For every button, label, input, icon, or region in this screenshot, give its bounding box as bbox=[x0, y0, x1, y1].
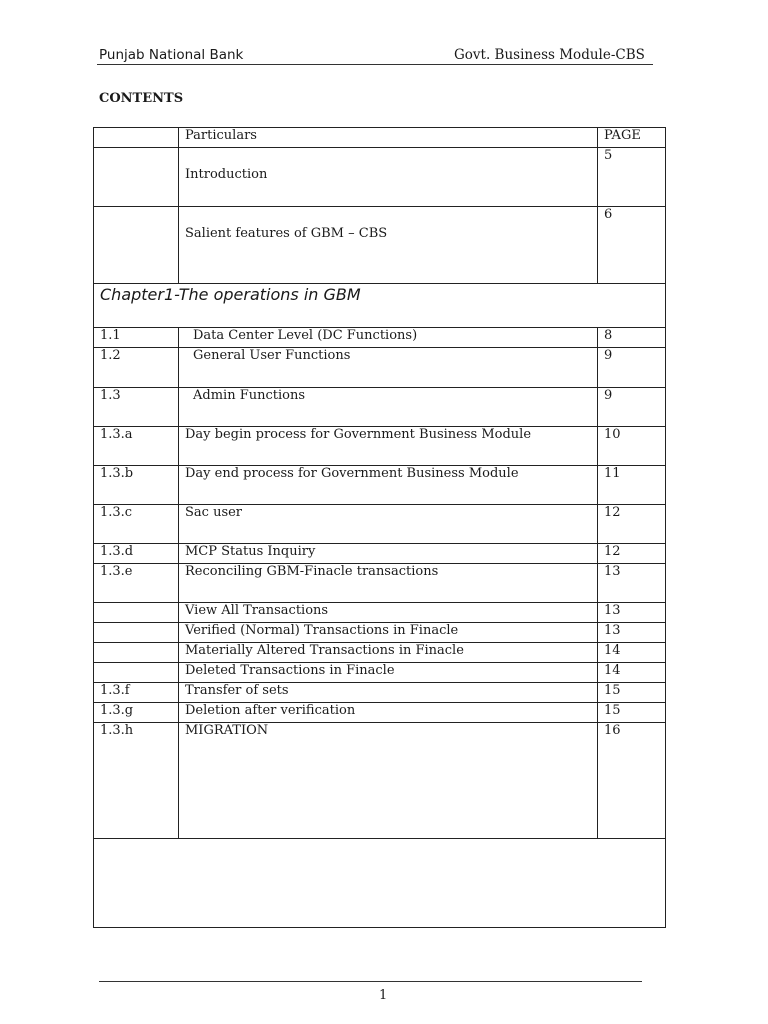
header-rule bbox=[97, 64, 653, 65]
page-number: 1 bbox=[379, 988, 388, 1003]
row-text: Day begin process for Government Business Module bbox=[179, 427, 598, 466]
row-number: 1.3.a bbox=[94, 427, 179, 466]
row-page: 8 bbox=[598, 328, 666, 348]
row-number bbox=[94, 603, 179, 623]
table-row bbox=[94, 328, 666, 348]
row-page: 10 bbox=[598, 427, 666, 466]
header-cell-number bbox=[94, 128, 179, 148]
table-empty-row bbox=[94, 839, 666, 928]
header-bank-name: Punjab National Bank bbox=[99, 47, 244, 63]
table-row bbox=[94, 723, 666, 839]
row-page: 12 bbox=[598, 505, 666, 544]
contents-table bbox=[93, 127, 666, 928]
table-row bbox=[94, 388, 666, 427]
row-text: Data Center Level (DC Functions) bbox=[179, 328, 598, 348]
row-number bbox=[94, 643, 179, 663]
row-text: Admin Functions bbox=[179, 388, 598, 427]
table-row bbox=[94, 207, 666, 284]
row-text: View All Transactions bbox=[179, 603, 598, 623]
row-number: 1.3.h bbox=[94, 723, 179, 839]
row-page: 13 bbox=[598, 623, 666, 643]
row-text: Verified (Normal) Transactions in Finacle bbox=[179, 623, 598, 643]
row-text: Day end process for Government Business Module bbox=[179, 466, 598, 505]
row-page: 9 bbox=[598, 388, 666, 427]
row-page: 11 bbox=[598, 466, 666, 505]
row-number: 1.3.e bbox=[94, 564, 179, 603]
row-number: 1.3.c bbox=[94, 505, 179, 544]
table-row bbox=[94, 505, 666, 544]
row-text: Transfer of sets bbox=[179, 683, 598, 703]
row-page: 15 bbox=[598, 683, 666, 703]
row-text bbox=[179, 148, 598, 207]
table-row bbox=[94, 544, 666, 564]
table-row bbox=[94, 683, 666, 703]
row-number: 1.3.g bbox=[94, 703, 179, 723]
row-page: 5 bbox=[598, 148, 666, 207]
row-page: 13 bbox=[598, 603, 666, 623]
header-cell-particulars: Particulars bbox=[179, 128, 598, 148]
row-page: 12 bbox=[598, 544, 666, 564]
row-text: MCP Status Inquiry bbox=[179, 544, 598, 564]
row-number: 1.3.f bbox=[94, 683, 179, 703]
header-module-name: Govt. Business Module-CBS bbox=[454, 47, 645, 63]
row-number: 1.3.b bbox=[94, 466, 179, 505]
footer-rule bbox=[99, 981, 642, 982]
row-page: 14 bbox=[598, 663, 666, 683]
table-row bbox=[94, 466, 666, 505]
table-row bbox=[94, 663, 666, 683]
table-row bbox=[94, 348, 666, 388]
row-number: 1.2 bbox=[94, 348, 179, 388]
row-text: Deleted Transactions in Finacle bbox=[179, 663, 598, 683]
row-page: 15 bbox=[598, 703, 666, 723]
row-text: Reconciling GBM-Finacle transactions bbox=[179, 564, 598, 603]
table-row bbox=[94, 564, 666, 603]
empty-cell bbox=[94, 839, 666, 928]
row-number bbox=[94, 207, 179, 284]
row-page: 13 bbox=[598, 564, 666, 603]
table-row bbox=[94, 427, 666, 466]
row-text: General User Functions bbox=[179, 348, 598, 388]
row-text-label: Introduction bbox=[185, 167, 268, 182]
table-row bbox=[94, 148, 666, 207]
contents-title: CONTENTS bbox=[99, 91, 184, 106]
row-page: 6 bbox=[598, 207, 666, 284]
row-page: 16 bbox=[598, 723, 666, 839]
row-number: 1.1 bbox=[94, 328, 179, 348]
header-cell-page: PAGE bbox=[598, 128, 666, 148]
row-text: MIGRATION bbox=[179, 723, 598, 839]
row-text: Materially Altered Transactions in Finacle bbox=[179, 643, 598, 663]
chapter-title: Chapter1-The operations in GBM bbox=[94, 284, 666, 328]
row-page: 14 bbox=[598, 643, 666, 663]
row-text bbox=[179, 207, 598, 284]
chapter-row bbox=[94, 284, 666, 328]
table-header-row bbox=[94, 128, 666, 148]
row-number bbox=[94, 148, 179, 207]
row-text: Deletion after verification bbox=[179, 703, 598, 723]
row-number: 1.3 bbox=[94, 388, 179, 427]
row-page: 9 bbox=[598, 348, 666, 388]
table-row bbox=[94, 703, 666, 723]
row-text-label: Salient features of GBM – CBS bbox=[185, 226, 388, 241]
row-number: 1.3.d bbox=[94, 544, 179, 564]
table-row bbox=[94, 623, 666, 643]
table-row bbox=[94, 643, 666, 663]
row-number bbox=[94, 663, 179, 683]
row-number bbox=[94, 623, 179, 643]
row-text: Sac user bbox=[179, 505, 598, 544]
table-row bbox=[94, 603, 666, 623]
